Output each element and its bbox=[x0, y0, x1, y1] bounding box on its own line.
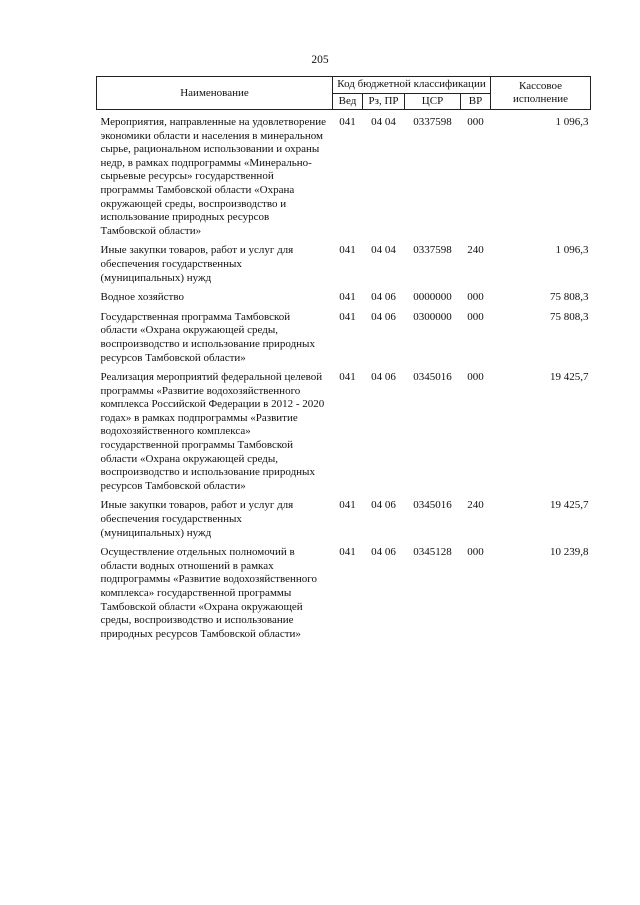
row-csr: 0000000 bbox=[413, 291, 452, 304]
row-vr: 000 bbox=[467, 116, 484, 128]
header-rz-pr: Рз, ПР bbox=[363, 93, 405, 110]
row-vr: 240 bbox=[467, 244, 484, 257]
row-vr: 000 bbox=[467, 291, 484, 304]
row-ved: 041 bbox=[339, 546, 356, 559]
row-rz-pr: 04 06 bbox=[371, 310, 396, 323]
row-csr: 0345016 bbox=[413, 499, 452, 512]
header-ved: Вед bbox=[333, 93, 363, 110]
table-header bbox=[97, 77, 591, 110]
table-row bbox=[97, 287, 591, 307]
header-vr: ВР bbox=[461, 93, 491, 110]
row-vr: 000 bbox=[467, 310, 484, 323]
row-csr: 0345016 bbox=[413, 371, 452, 384]
table-row bbox=[97, 240, 591, 287]
row-amount: 75 808,3 bbox=[550, 291, 589, 304]
row-rz-pr: 04 06 bbox=[371, 499, 396, 512]
row-amount: 19 425,7 bbox=[550, 371, 589, 384]
table-row bbox=[97, 110, 591, 241]
row-amount: 1 096,3 bbox=[555, 244, 589, 257]
row-ved: 041 bbox=[339, 371, 356, 384]
row-csr: 0337598 bbox=[413, 244, 452, 257]
table-row bbox=[97, 542, 591, 643]
row-amount: 1 096,3 bbox=[555, 116, 589, 128]
row-csr: 0337598 bbox=[413, 116, 452, 128]
header-code-group: Код бюджетной классификации bbox=[333, 77, 491, 94]
row-name: Мероприятия, направленные на удовлетворение экономики области и населения в минеральном сырье, рациональном использовании и охраны недр, в рамках подпрограммы «Минерально-сырьевые ресурсы» государственной программы Тамбовской области «Охрана окружающей среды, воспроизводство и использование природных ресурсов Тамбовской области» bbox=[100, 116, 327, 237]
row-amount: 75 808,3 bbox=[550, 310, 589, 323]
row-rz-pr: 04 06 bbox=[371, 371, 396, 384]
row-amount: 10 239,8 bbox=[550, 546, 589, 559]
table-row bbox=[97, 495, 591, 542]
row-csr: 0300000 bbox=[413, 310, 452, 323]
row-rz-pr: 04 06 bbox=[371, 546, 396, 559]
row-csr: 0345128 bbox=[413, 546, 452, 559]
row-rz-pr: 04 04 bbox=[371, 116, 396, 128]
row-vr: 000 bbox=[467, 546, 484, 559]
page-number: 205 bbox=[311, 54, 329, 66]
row-rz-pr: 04 06 bbox=[371, 291, 396, 304]
table-row bbox=[97, 367, 591, 495]
row-name: Реализация мероприятий федеральной целевой программы «Развитие водохозяйственного комплекса Российской Федерации в 2012 - 2020 годах» в рамках подпрограммы «Развитие водохозяйственного комплекса» государственной программы Тамбовской области «Охрана окружающей среды, воспроизводство и использование природных ресурсов Тамбовской области» bbox=[100, 371, 325, 492]
row-name: Государственная программа Тамбовской области «Охрана окружающей среды, воспроизводство и использование природных ресурсов Тамбовской области» bbox=[100, 310, 315, 364]
row-rz-pr: 04 04 bbox=[371, 244, 396, 257]
header-name: Наименование bbox=[97, 77, 333, 110]
row-amount: 19 425,7 bbox=[550, 499, 589, 512]
budget-table bbox=[96, 76, 591, 643]
row-ved: 041 bbox=[339, 291, 356, 304]
header-csr: ЦСР bbox=[405, 93, 461, 110]
table-row bbox=[97, 307, 591, 367]
row-vr: 240 bbox=[467, 499, 484, 512]
table-body bbox=[97, 110, 591, 644]
header-amount: Кассовое исполнение bbox=[491, 77, 591, 110]
row-name: Водное хозяйство bbox=[100, 291, 184, 304]
row-ved: 041 bbox=[339, 116, 356, 128]
row-vr: 000 bbox=[467, 371, 484, 384]
row-name: Осуществление отдельных полномочий в области водных отношений в рамках подпрограммы «Развитие водохозяйственного комплекса» государственной программы Тамбовской области «Охрана окружающей среды, воспроизводство и использование природных ресурсов Тамбовской области» bbox=[100, 546, 317, 640]
row-name: Иные закупки товаров, работ и услуг для обеспечения государственных (муниципальных) нужд bbox=[100, 244, 294, 284]
row-ved: 041 bbox=[339, 499, 356, 512]
row-ved: 041 bbox=[339, 244, 356, 257]
row-ved: 041 bbox=[339, 310, 356, 323]
row-name: Иные закупки товаров, работ и услуг для обеспечения государственных (муниципальных) нужд bbox=[100, 499, 294, 539]
